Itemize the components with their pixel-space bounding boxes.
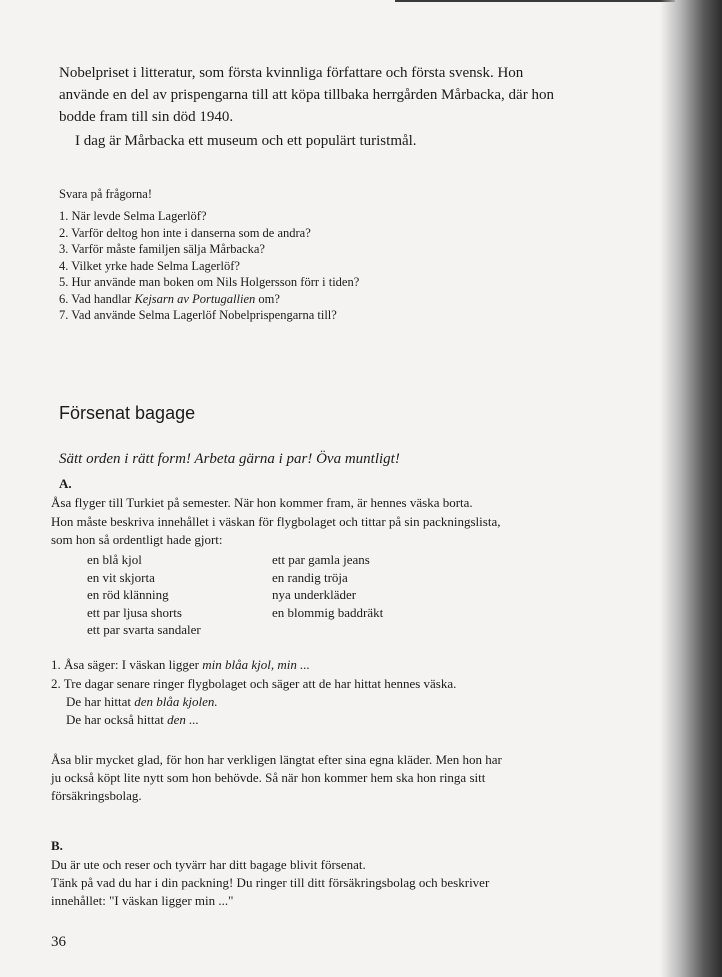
page-number: 36 — [51, 934, 66, 950]
question-item — [59, 241, 359, 258]
item-number: 1. — [51, 657, 61, 672]
intro-paragraph-2: I dag är Mårbacka ett museum och ett populärt turistmål. — [75, 133, 417, 149]
packing-list-item: en röd klänning — [87, 587, 169, 602]
closing-line-2: ju också köpt lite nytt som hon behövde. Så när hon kommer hem ska hon ringa sitt — [51, 770, 486, 785]
item-text: Tre dagar senare ringer flygbolaget och säger att de har hittat hennes väska. — [63, 676, 457, 691]
section-title: Försenat bagage — [59, 403, 196, 423]
question-text: Varför måste familjen sälja Mårbacka? — [71, 242, 265, 256]
packing-list-item: en randig tröja — [272, 569, 348, 585]
question-item — [59, 208, 359, 225]
part-a-item-2-line-2 — [66, 694, 218, 711]
question-item — [59, 274, 359, 291]
question-text: Vilket yrke hade Selma Lagerlöf? — [71, 258, 240, 273]
closing-line-1: Åsa blir mycket glad, för hon har verkligen längtat efter sina egna kläder. Men hon har — [51, 752, 502, 767]
closing-line-3: försäkringsbolag. — [51, 788, 142, 803]
question-item — [59, 258, 359, 275]
question-number: 5. — [59, 275, 69, 289]
part-b-line-2: Tänk på vad du har i din packning! Du ringer till ditt försäkringsbolag och beskriver — [51, 875, 490, 890]
packing-list-item: en vit skjorta — [87, 569, 155, 585]
part-a-item-2-line-3 — [66, 712, 199, 729]
question-text: Vad handlar — [71, 291, 135, 306]
question-title-emphasis: Kejsarn av Portugallien — [134, 291, 256, 306]
item-emphasis: min blåa kjol, min ... — [202, 657, 310, 672]
intro-line-3: bodde fram till sin död 1940. — [59, 109, 234, 125]
question-text: När levde Selma Lagerlöf? — [71, 209, 207, 223]
part-a-label: A. — [59, 476, 72, 491]
part-b-label: B. — [51, 838, 63, 853]
part-b-line-1: Du är ute och reser och tyvärr har ditt bagage blivit försenat. — [51, 857, 366, 872]
packing-list-left — [87, 551, 201, 639]
question-number: 4. — [59, 258, 69, 273]
question-text: Hur använde man boken om Nils Holgersson förr i tiden? — [71, 275, 360, 289]
item-text: De har också hittat — [66, 712, 168, 727]
packing-list-item: en blå kjol — [87, 552, 142, 567]
question-number: 3. — [59, 242, 69, 256]
question-number: 2. — [59, 225, 69, 240]
packing-list-item: ett par gamla jeans — [272, 552, 370, 567]
question-text: Varför deltog hon inte i danserna som de andra? — [71, 225, 311, 240]
question-number: 7. — [59, 308, 69, 322]
question-text-end: om? — [255, 291, 280, 306]
item-text: Åsa säger: I väskan ligger — [64, 657, 203, 672]
instruction: Sätt orden i rätt form! Arbeta gärna i par! Öva muntligt! — [59, 451, 400, 467]
item-text: De har hittat — [66, 694, 135, 709]
question-number: 6. — [59, 291, 69, 306]
packing-list-right — [272, 551, 383, 621]
part-b-line-3: innehållet: "I väskan ligger min ..." — [51, 893, 234, 908]
packing-list-item: ett par svarta sandaler — [87, 622, 201, 637]
packing-list-item: ett par ljusa shorts — [87, 604, 182, 620]
question-text: Vad använde Selma Lagerlöf Nobelprispengarna till? — [71, 308, 337, 322]
question-item — [59, 291, 359, 308]
intro-line-2: använde en del av prispengarna till att köpa tillbaka herrgården Mårbacka, där hon — [59, 87, 554, 103]
part-a-line-2: Hon måste beskriva innehållet i väskan för flygbolaget och tittar på sin packningslista, — [51, 514, 501, 529]
book-spine-shadow — [660, 0, 722, 977]
question-item — [59, 307, 359, 324]
packing-list-item: nya underkläder — [272, 587, 357, 602]
question-item — [59, 225, 359, 242]
questions-list — [59, 208, 359, 324]
part-a-item-2 — [51, 676, 456, 693]
part-a-line-1: Åsa flyger till Turkiet på semester. När hon kommer fram, är hennes väska borta. — [51, 495, 473, 510]
item-emphasis: den ... — [167, 712, 199, 727]
part-a-line-3: som hon så ordentligt hade gjort: — [51, 532, 223, 547]
item-emphasis: den blåa kjolen. — [134, 694, 218, 709]
packing-list-item: en blommig baddräkt — [272, 604, 384, 620]
part-a-item-1 — [51, 657, 310, 674]
item-number: 2. — [51, 676, 61, 691]
intro-line-1: Nobelpriset i litteratur, som första kvinnliga författare och första svensk. Hon — [59, 65, 524, 81]
questions-heading: Svara på frågorna! — [59, 187, 153, 201]
question-number: 1. — [59, 209, 69, 223]
